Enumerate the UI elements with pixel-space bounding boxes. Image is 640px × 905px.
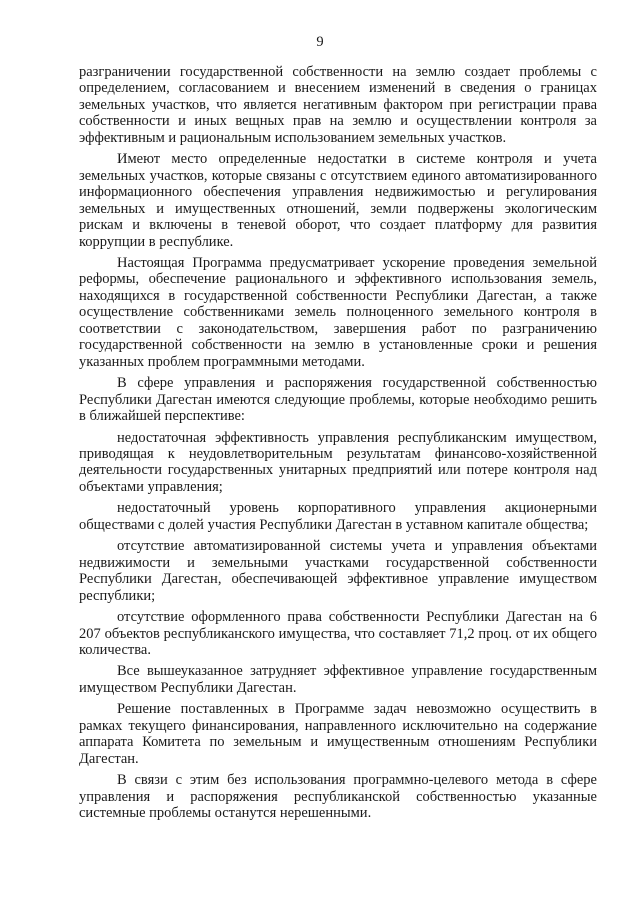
paragraph-2: Имеют место определенные недостатки в системе контроля и учета земельных участков, которые связаны с отсутствием единого автоматизированного информационного обеспечения управления недвижимостью и регулирования земельных и имущественных отношений, земли подвержены экологическим рискам и включены в теневой оборот, что создает платформу для развития коррупции в республике.: [79, 151, 597, 250]
list-item-4: отсутствие оформленного права собственности Республики Дагестан на 6 207 объектов республиканского имущества, что составляет 71,2 проц. от их общего количества.: [79, 609, 597, 658]
paragraph-1: разграничении государственной собственности на землю создает проблемы с определением, согласованием и внесением изменений в сведения о границах земельных участков, что является негативным фактором при регистрации права собственности и иных вещных прав на землю и осуществлении контроля за эффективным и рациональным использованием земельных участков.: [79, 64, 597, 146]
page-number: 9: [316, 34, 324, 50]
paragraph-4: В сфере управления и распоряжения государственной собственностью Республики Дагестан имеются следующие проблемы, которые необходимо решить в ближайшей перспективе:: [79, 375, 597, 425]
paragraph-3: Настоящая Программа предусматривает ускорение проведения земельной реформы, обеспечение рационального и эффективного использования земель, находящихся в государственной собственности Республики Дагестан, а также осуществление собственниками земель полноценного земельного контроля в соответствии с законодательством, завершения работ по разграничению государственной собственности на землю в установленные сроки и решения указанных проблем программными методами.: [79, 254, 597, 370]
list-item-1: недостаточная эффективность управления республиканским имуществом, приводящая к неудовлетворительным результатам финансово-хозяйственной деятельности государственных унитарных предприятий или потере контроля над объектами управления;: [79, 429, 597, 495]
list-item-3: отсутствие автоматизированной системы учета и управления объектами недвижимости и земельными участками государственной собственности Республики Дагестан, обеспечивающей эффективное управление имуществом республики;: [79, 538, 597, 604]
paragraph-5: Все вышеуказанное затрудняет эффективное управление государственным имуществом Республики Дагестан.: [79, 663, 597, 696]
document-body: [79, 64, 597, 826]
paragraph-7: В связи с этим без использования программно-целевого метода в сфере управления и распоряжения республиканской собственностью указанные системные проблемы останутся нерешенными.: [79, 772, 597, 822]
paragraph-6: Решение поставленных в Программе задач невозможно осуществить в рамках текущего финансирования, направленного исключительно на содержание аппарата Комитета по земельным и имущественным отношениям Республики Дагестан.: [79, 701, 597, 767]
list-item-2: недостаточный уровень корпоративного управления акционерными обществами с долей участия Республики Дагестан в уставном капитале общества;: [79, 500, 597, 533]
